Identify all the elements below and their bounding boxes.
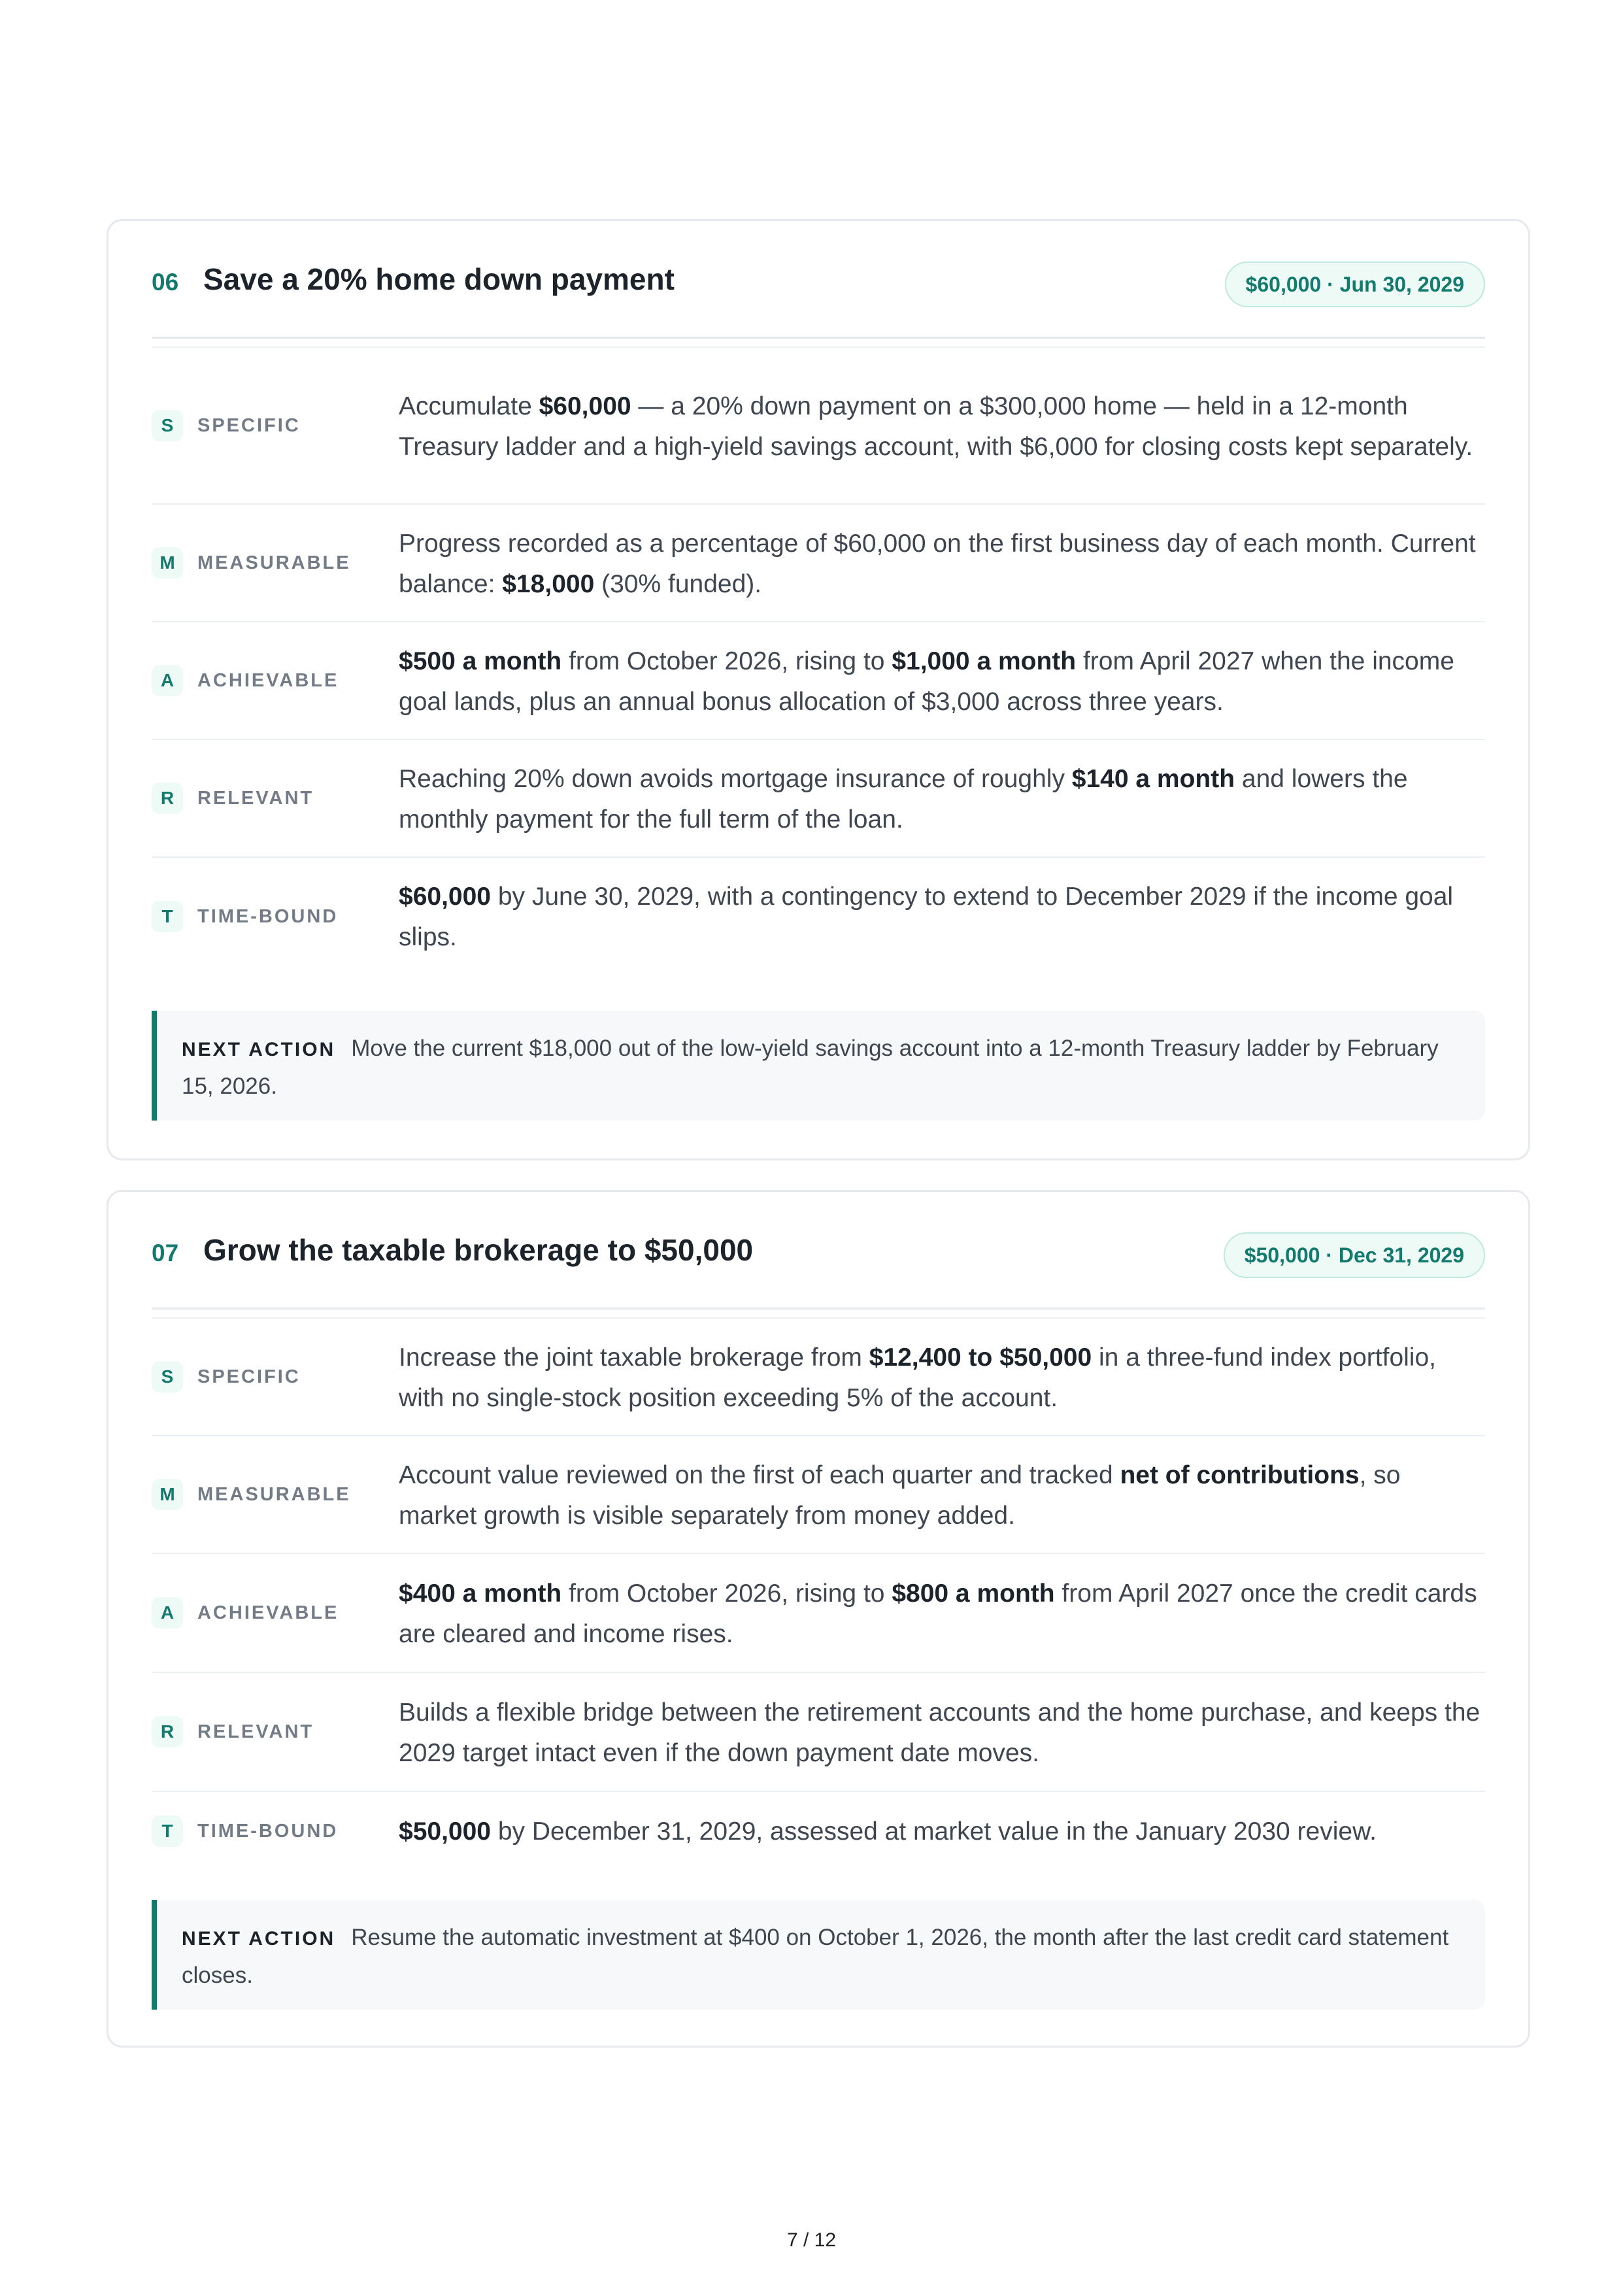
smart-text xyxy=(399,1319,1485,1433)
smart-row-relevant xyxy=(152,1673,1485,1792)
smart-label: SPECIFIC xyxy=(197,1366,301,1387)
goal-title: Save a 20% home down payment xyxy=(203,262,675,296)
goal-number: 07 xyxy=(152,1240,179,1266)
emphasis: net of contributions xyxy=(1120,1461,1360,1489)
smart-row-achievable xyxy=(152,622,1485,740)
smart-label: RELEVANT xyxy=(197,1721,314,1742)
smart-label: RELEVANT xyxy=(197,788,314,809)
next-action-text: Move the current $18,000 out of the low-yield savings account into a 12-month Treasury ladder by February 15, 2026. xyxy=(182,1036,1439,1099)
next-action-label: NEXT ACTION xyxy=(182,1928,336,1950)
smart-text xyxy=(399,1436,1485,1551)
next-action-label: NEXT ACTION xyxy=(182,1039,336,1060)
smart-row-relevant xyxy=(152,740,1485,858)
text-run: by June 30, 2029, with a contingency to extend to December 2029 if the income goal slips. xyxy=(399,883,1454,951)
text-run: Progress recorded as a percentage of $60,000 on the first business day of each month. Current balance: xyxy=(399,530,1476,598)
emphasis: $18,000 xyxy=(502,570,595,598)
smart-letter: A xyxy=(152,1597,183,1629)
smart-text xyxy=(399,622,1485,737)
text-run: from April 2027 when the income goal lands, plus an annual bonus allocation of $3,000 across three years. xyxy=(399,647,1454,716)
text-run: from April 2027 once the credit cards are cleared and income rises. xyxy=(399,1579,1477,1648)
text-run: in a three-fund index portfolio, with no single-stock position exceeding 5% of the account. xyxy=(399,1343,1436,1412)
goal-header xyxy=(152,221,1485,339)
smart-text xyxy=(399,858,1485,972)
goal-header xyxy=(152,1192,1485,1309)
emphasis: $140 a month xyxy=(1071,765,1235,793)
smart-letter: S xyxy=(152,410,183,441)
smart-letter: A xyxy=(152,665,183,696)
smart-text xyxy=(399,1554,1485,1669)
emphasis: $60,000 xyxy=(399,883,491,911)
text-run: — a 20% down payment on a $300,000 home — held in a 12-month Treasury ladder and a high-yield savings account, with $6,000 for closing costs kept separately. xyxy=(399,392,1473,461)
text-run: Increase the joint taxable brokerage from xyxy=(399,1343,869,1372)
text-run: Builds a flexible bridge between the retirement accounts and the home purchase, and keeps the 2029 target intact even if the down payment date moves. xyxy=(399,1698,1481,1767)
smart-letter: R xyxy=(152,783,183,814)
smart-text xyxy=(399,505,1485,619)
smart-letter: M xyxy=(152,547,183,579)
text-run: (30% funded). xyxy=(594,570,762,598)
smart-label: MEASURABLE xyxy=(197,552,351,573)
page-number: 7 / 12 xyxy=(786,2229,837,2251)
smart-text xyxy=(399,1792,1485,1866)
text-run: Accumulate xyxy=(399,392,539,420)
smart-letter: R xyxy=(152,1716,183,1747)
smart-letter: M xyxy=(152,1479,183,1510)
emphasis: $500 a month xyxy=(399,647,562,675)
goal-target-badge: $60,000 · Jun 30, 2029 xyxy=(1225,262,1485,307)
text-run: Account value reviewed on the first of each quarter and tracked xyxy=(399,1461,1120,1489)
smart-label: ACHIEVABLE xyxy=(197,670,339,691)
smart-row-measurable xyxy=(152,1436,1485,1554)
next-action-text: Resume the automatic investment at $400 on October 1, 2026, the month after the last credit card statement closes. xyxy=(182,1925,1449,1988)
smart-label: TIME-BOUND xyxy=(197,1821,339,1842)
emphasis: $1,000 a month xyxy=(892,647,1077,675)
smart-letter: S xyxy=(152,1361,183,1393)
smart-letter: T xyxy=(152,1815,183,1847)
next-action xyxy=(152,1011,1485,1121)
text-run: from October 2026, rising to xyxy=(561,1579,892,1608)
text-run: by December 31, 2029, assessed at market value in the January 2030 review. xyxy=(490,1817,1377,1846)
emphasis: $400 a month xyxy=(399,1579,562,1608)
smart-label: TIME-BOUND xyxy=(197,906,339,927)
smart-row-measurable xyxy=(152,505,1485,622)
emphasis: $50,000 xyxy=(399,1817,491,1846)
goal-card xyxy=(107,219,1530,1160)
smart-text xyxy=(399,348,1485,482)
text-run: , so market growth is visible separately from money added. xyxy=(399,1461,1401,1530)
smart-text xyxy=(399,1673,1485,1788)
emphasis: $800 a month xyxy=(892,1579,1055,1608)
goal-card xyxy=(107,1190,1530,2048)
smart-text xyxy=(399,740,1485,854)
smart-row-achievable xyxy=(152,1554,1485,1673)
goal-target-badge: $50,000 · Dec 31, 2029 xyxy=(1224,1232,1485,1278)
goal-title: Grow the taxable brokerage to $50,000 xyxy=(203,1233,754,1267)
smart-rows xyxy=(152,1319,1485,1870)
smart-row-time-bound xyxy=(152,1792,1485,1870)
goal-number: 06 xyxy=(152,269,179,295)
emphasis: $60,000 xyxy=(539,392,631,420)
next-action xyxy=(152,1900,1485,2010)
smart-row-specific xyxy=(152,1319,1485,1436)
emphasis: $12,400 to $50,000 xyxy=(869,1343,1092,1372)
text-run: and lowers the monthly payment for the full term of the loan. xyxy=(399,765,1408,834)
smart-label: MEASURABLE xyxy=(197,1484,351,1505)
smart-label: ACHIEVABLE xyxy=(197,1602,339,1623)
smart-rows xyxy=(152,348,1485,975)
smart-row-time-bound xyxy=(152,858,1485,975)
smart-letter: T xyxy=(152,901,183,932)
text-run: Reaching 20% down avoids mortgage insurance of roughly xyxy=(399,765,1072,793)
text-run: from October 2026, rising to xyxy=(561,647,892,675)
smart-label: SPECIFIC xyxy=(197,415,301,436)
smart-row-specific xyxy=(152,348,1485,505)
